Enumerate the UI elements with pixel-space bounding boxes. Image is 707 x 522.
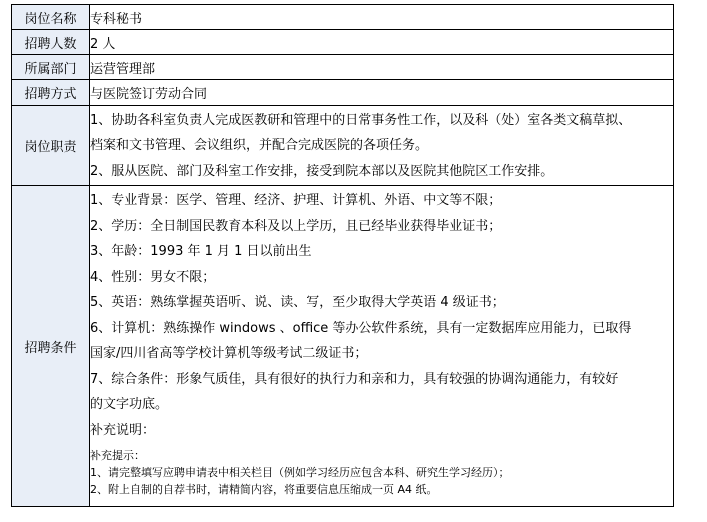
value-duties (90, 106, 674, 186)
row-recruit-method (12, 80, 674, 106)
label-headcount: 招聘人数 (12, 30, 90, 55)
note-line: 2、附上自制的自荐书时，请精简内容，将重要信息压缩成一页 A4 纸。 (90, 483, 438, 496)
row-duties (12, 106, 674, 186)
row-headcount (12, 30, 674, 55)
requirement-line: 3、年龄：1993 年 1 月 1 日以前出生 (90, 244, 312, 259)
label-recruit-method: 招聘方式 (12, 80, 90, 106)
label-duties: 岗位职责 (12, 106, 90, 186)
requirement-line: 国家/四川省高等学校计算机等级考试二级证书； (90, 346, 368, 361)
duty-line: 档案和文书管理、会议组织，并配合完成医院的各项任务。 (90, 138, 429, 154)
duty-line: 1、协助各科室负责人完成医教研和管理中的日常事务性工作，以及科（处）室各类文稿草拟、 (90, 112, 632, 128)
value-department: 运营管理部 (90, 55, 674, 80)
note-line: 1、请完整填写应聘申请表中相关栏目（例如学习经历应包含本科、研究生学习经历）； (90, 466, 510, 479)
requirement-line: 4、性别：男女不限； (90, 269, 216, 285)
label-position-name: 岗位名称 (12, 5, 90, 30)
row-department (12, 55, 674, 80)
value-position-name: 专科秘书 (90, 5, 674, 30)
requirement-line: 1、专业背景：医学、管理、经济、护理、计算机、外语、中文等不限； (90, 193, 502, 208)
notes-title: 补充提示： (90, 449, 145, 462)
duty-line: 2、服从医院、部门及科室工作安排，接受到院本部以及医院其他院区工作安排。 (90, 163, 554, 179)
supplementary-heading: 补充说明： (90, 422, 156, 438)
value-requirements (90, 186, 674, 507)
label-requirements: 招聘条件 (12, 186, 90, 507)
value-headcount: 2 人 (90, 30, 674, 55)
requirement-line: 7、综合条件：形象气质佳，具有很好的执行力和亲和力，具有较强的协调沟通能力，有较好 (90, 371, 619, 387)
requirement-line: 6、计算机：熟练操作 windows 、office 等办公软件系统，具有一定数据库应用能力，已取得 (90, 320, 632, 336)
requirement-line: 的文字功底。 (90, 397, 169, 412)
requirement-line: 5、英语：熟练掌握英语听、说、读、写，至少取得大学英语 4 级证书； (90, 295, 505, 310)
value-recruit-method: 与医院签订劳动合同 (90, 80, 674, 106)
job-posting-table (11, 4, 674, 507)
label-department: 所属部门 (12, 55, 90, 80)
row-position-name (12, 5, 674, 30)
row-requirements (12, 186, 674, 507)
requirement-line: 2、学历：全日制国民教育本科及以上学历，且已经毕业获得毕业证书； (90, 218, 502, 234)
